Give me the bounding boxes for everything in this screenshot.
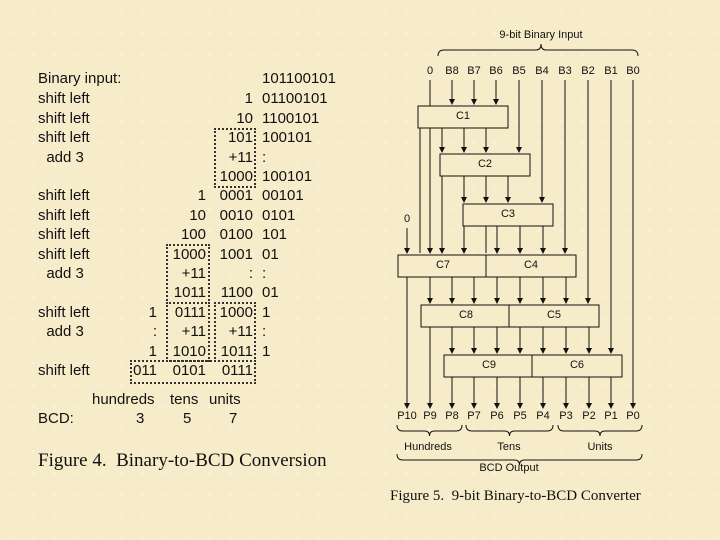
col-units-label: units (209, 391, 241, 408)
row-label: shift left (38, 207, 90, 224)
group-tens-label: Tens (497, 441, 521, 453)
row-units: 0010 (219, 207, 253, 224)
row-binary: 01 (262, 284, 279, 301)
figure4-caption: Figure 4. Binary-to-BCD Conversion (38, 450, 327, 471)
output-label-p1: P1 (604, 410, 618, 422)
input-label-b1: B1 (604, 65, 618, 77)
row-tens: +11 (181, 265, 206, 282)
row-label: shift left (38, 362, 90, 379)
row-tens: 1000 (172, 246, 206, 263)
row-tens: 100 (180, 226, 206, 243)
row-tens: 1011 (173, 284, 206, 301)
row-binary: 00101 (262, 187, 304, 204)
block-label-c9: C9 (481, 359, 497, 371)
row-units: 1001 (219, 246, 253, 263)
row-units: 1100 (220, 284, 253, 301)
row-binary: : (262, 149, 267, 166)
bcd-units-digit: 7 (229, 410, 238, 427)
brace-units (558, 425, 642, 436)
row-tens: 10 (189, 207, 206, 224)
row-label: add 3 (38, 149, 84, 166)
row-tens: 0101 (172, 362, 206, 379)
row-label: shift left (38, 129, 90, 146)
row-label: shift left (38, 187, 90, 204)
block-label-c2: C2 (477, 158, 493, 170)
bcd-label: BCD: (38, 410, 74, 427)
row-units: : (248, 265, 253, 282)
input-label-b5: B5 (512, 65, 526, 77)
row-binary: 0101 (262, 207, 296, 224)
row-label: shift left (38, 110, 90, 127)
col-hundreds-label: hundreds (92, 391, 155, 408)
row-binary: 1100101 (262, 110, 320, 127)
input-label-b4: B4 (535, 65, 549, 77)
col-tens-label: tens (170, 391, 199, 408)
row-binary: 100101 (262, 129, 313, 146)
row-label: add 3 (38, 265, 84, 282)
row-tens: 1010 (172, 343, 206, 360)
row-hundreds: 011 (133, 362, 157, 379)
row-hundreds: 1 (148, 304, 157, 321)
row-binary: 101100101 (262, 70, 336, 87)
group-units-label: Units (587, 441, 613, 453)
row-label: add 3 (38, 323, 84, 340)
row-binary: 1 (262, 304, 271, 321)
input-label-0: 0 (426, 65, 434, 77)
row-label: shift left (38, 246, 90, 263)
output-label-p10: P10 (397, 410, 417, 422)
input-label-b2: B2 (581, 65, 595, 77)
input-label-b8: B8 (445, 65, 459, 77)
input-title: 9-bit Binary Input (499, 29, 583, 41)
row-label: shift left (38, 304, 90, 321)
row-units: 1 (244, 90, 253, 107)
output-label-p6: P6 (490, 410, 504, 422)
group-hundreds-label: Hundreds (404, 441, 452, 453)
row-units: +11 (228, 323, 253, 340)
row-binary: 101 (262, 226, 288, 243)
row-hundreds: 1 (148, 343, 157, 360)
input-label-b7: B7 (467, 65, 481, 77)
row-units: 0001 (219, 187, 253, 204)
row-binary: : (262, 323, 267, 340)
row-units: +11 (228, 149, 253, 166)
block-label-c3: C3 (500, 208, 516, 220)
row-units: 1000 (219, 168, 253, 185)
output-label-p8: P8 (445, 410, 459, 422)
row-label: Binary input: (38, 70, 122, 87)
block-label-c7: C7 (435, 259, 451, 271)
row-binary: 1 (262, 343, 271, 360)
row-tens: +11 (181, 323, 206, 340)
block-label-c5: C5 (546, 309, 562, 321)
input-label-b6: B6 (489, 65, 503, 77)
row-units: 101 (227, 129, 253, 146)
bcd-hundreds-digit: 3 (136, 410, 145, 427)
output-label-p5: P5 (513, 410, 527, 422)
row-binary: : (262, 265, 267, 282)
row-hundreds: : (152, 323, 157, 340)
row-units: 1000 (219, 304, 253, 321)
brace-hundreds (397, 425, 462, 436)
output-label-p7: P7 (467, 410, 481, 422)
output-label-p0: P0 (626, 410, 640, 422)
row-binary: 01100101 (262, 90, 328, 107)
figure5-caption: Figure 5. 9-bit Binary-to-BCD Converter (390, 488, 641, 504)
row-units: 0111 (221, 362, 253, 379)
output-title: BCD Output (479, 462, 539, 474)
input-label-b3: B3 (558, 65, 572, 77)
row-tens: 1 (197, 187, 206, 204)
row-label: shift left (38, 226, 90, 243)
block-label-c4: C4 (523, 259, 539, 271)
block-label-c8: C8 (458, 309, 474, 321)
row-binary: 100101 (262, 168, 313, 185)
output-label-p4: P4 (536, 410, 550, 422)
block-label-c1: C1 (455, 110, 471, 122)
row-label: shift left (38, 90, 90, 107)
zero-label: 0 (403, 213, 411, 225)
brace-tens (466, 425, 553, 436)
row-tens: 0111 (174, 304, 206, 321)
input-brace (438, 44, 638, 56)
row-units: 1011 (220, 343, 253, 360)
bcd-tens-digit: 5 (183, 410, 192, 427)
output-label-p3: P3 (559, 410, 573, 422)
row-units: 0100 (219, 226, 253, 243)
row-binary: 01 (262, 246, 279, 263)
row-units: 10 (236, 110, 253, 127)
input-label-b0: B0 (626, 65, 640, 77)
block-label-c6: C6 (569, 359, 585, 371)
output-label-p9: P9 (423, 410, 437, 422)
output-label-p2: P2 (582, 410, 596, 422)
